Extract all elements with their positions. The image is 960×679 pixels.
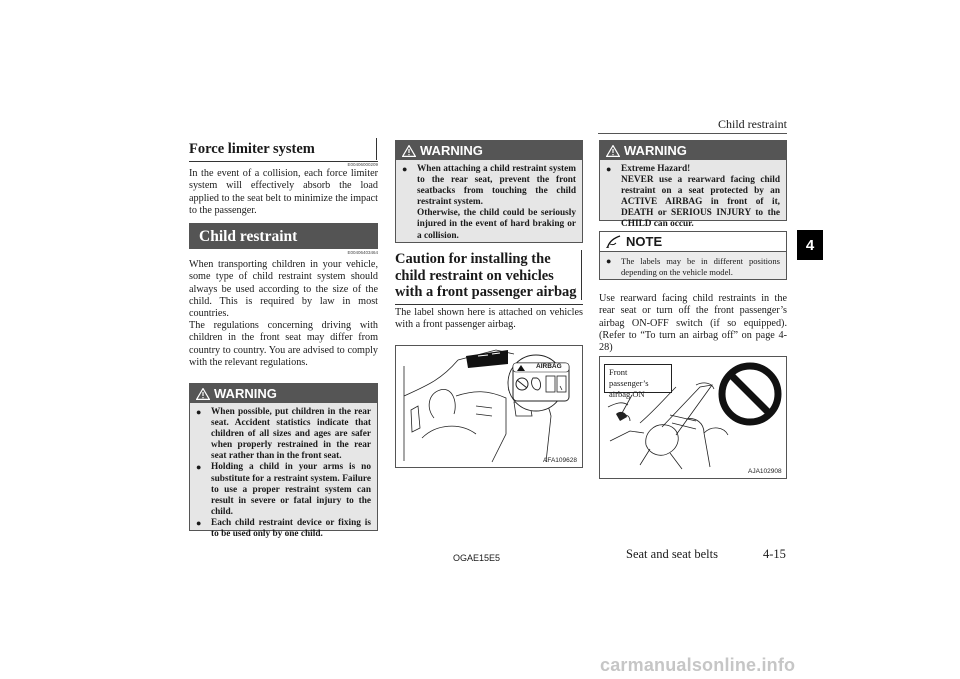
- warning-item: ● Each child restraint device or fixing is to be used only by one child.: [196, 517, 371, 540]
- child-restraint-body-2: The regulations concerning driving with children in the front seat may differ from country to country. You are advised to comply with the relevant regulations.: [189, 320, 378, 368]
- warning-box: [189, 383, 378, 540]
- warning-header: [190, 384, 377, 403]
- warning-triangle-icon: [606, 145, 620, 157]
- watermark: carmanualsonline.info: [600, 655, 796, 675]
- page-number: 4-15: [763, 547, 786, 561]
- note-header: [600, 232, 786, 252]
- warning-triangle-icon: [402, 145, 416, 157]
- warning-title: WARNING: [214, 386, 277, 401]
- callout-box: Front passenger’s airbag ON: [604, 364, 672, 393]
- chapter-tab: 4: [797, 230, 823, 260]
- warning-header: [396, 141, 582, 160]
- section-code: E00406403464: [347, 250, 378, 255]
- force-limiter-body: In the event of a collision, each force limiter system will effectively absorb the load applied to the seat belt to minimize the impact to the passenger.: [189, 168, 378, 216]
- warning-box: [599, 140, 787, 230]
- bullet-icon: ●: [196, 517, 202, 528]
- warning-triangle-icon: [196, 388, 210, 400]
- note-item: ● The labels may be in different positions depending on the vehicle model.: [606, 256, 780, 277]
- bullet-icon: ●: [196, 462, 202, 473]
- caution-heading: Caution for installing the child restraint on vehicles with a front passenger airbag: [395, 251, 583, 305]
- warning-item: ● When attaching a child restraint system to the rear seat, prevent the front seatbacks from touching the child restraint system. Otherwise, the child could be seriously injured in the event of hard braking or a collision.: [402, 164, 576, 241]
- warning-header: [600, 141, 786, 160]
- warning-item: ● Extreme Hazard! NEVER use a rearward facing child restraint on a seat protected by an ACTIVE AIRBAG in front of it, DEATH or SERIOUS INJURY to the CHILD can occur.: [606, 164, 780, 230]
- heading-rule-tick: [376, 138, 377, 160]
- running-head: Child restraint: [718, 117, 787, 131]
- pencil-note-icon: [606, 235, 622, 248]
- footer-section-title: Seat and seat belts: [626, 547, 718, 561]
- bullet-icon: ●: [606, 164, 612, 174]
- note-title: NOTE: [626, 234, 663, 249]
- bullet-icon: ●: [606, 256, 612, 266]
- heading-rule-tick: [581, 250, 582, 300]
- warning-title: WARNING: [420, 143, 483, 158]
- child-restraint-heading: Child restraint: [189, 223, 378, 249]
- warning-item: ● When possible, put children in the rear seat. Accident statistics indicate that children of all sizes and ages are safer when properly restrained in the rear seat rather than in the front seat.: [196, 407, 371, 462]
- caution-body: The label shown here is attached on vehicles with a front passenger airbag.: [395, 307, 583, 331]
- airbag-label-text: AIRBAG: [536, 363, 562, 370]
- warning-box: [395, 140, 583, 243]
- force-limiter-heading: Force limiter system: [189, 141, 378, 162]
- child-restraint-body-1: When transporting children in your vehicle, some type of child restraint system should always be used according to the size of the child. This is required by law in most countries.: [189, 259, 378, 320]
- rearward-facing-body: Use rearward facing child restraints in the rear seat or turn off the front passenger’s airbag ON-OFF switch (if so equipped). (Refer to “To turn an airbag off” on page 4-28): [599, 293, 787, 354]
- bullet-icon: ●: [402, 164, 408, 174]
- note-box: [599, 231, 787, 280]
- warning-item: ● Holding a child in your arms is no substitute for a restraint system. Failure to use a proper restraint system can result in severe or fatal injury to the child.: [196, 462, 371, 517]
- section-code: E00406000209: [347, 162, 378, 167]
- bullet-icon: ●: [196, 407, 202, 417]
- footer-code: OGAE15E5: [453, 553, 501, 563]
- warning-title: WARNING: [624, 143, 687, 158]
- header-rule: [598, 133, 787, 134]
- figure-code: AFA109628: [543, 457, 577, 464]
- airbag-label-figure: [395, 345, 583, 468]
- airbag-on-figure: [599, 356, 787, 479]
- figure-code: AJA102908: [748, 468, 782, 475]
